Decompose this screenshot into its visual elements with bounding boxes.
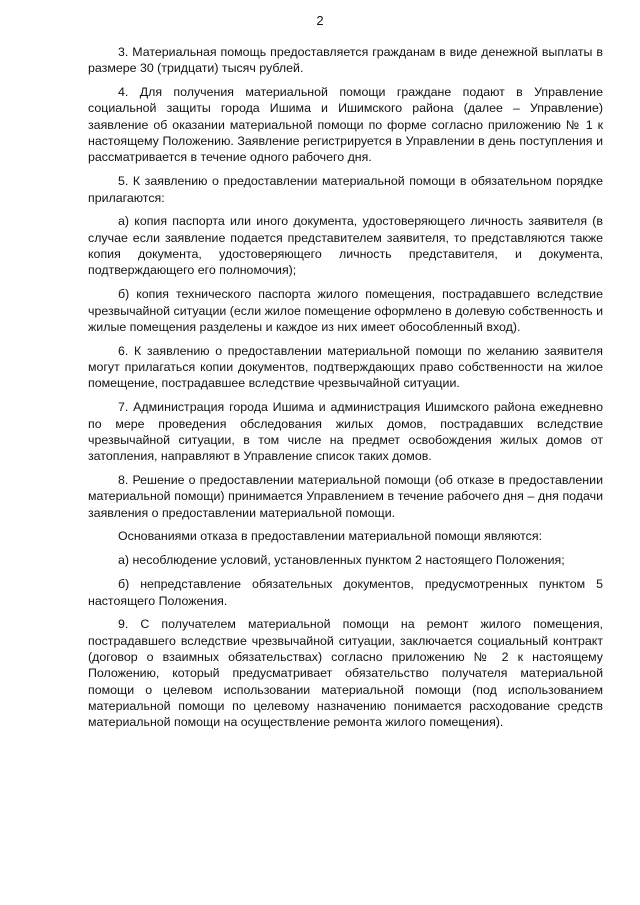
paragraph-5b: б) копия технического паспорта жилого помещения, пострадавшего вследствие чрезвычайной ситуации (если жилое помещение оформлено в долевую собственность и жилые помещения разделены и каждое из них имеет обособленный вход). <box>88 287 603 334</box>
document-body <box>88 44 603 738</box>
refusal-ground-a: а) несоблюдение условий, установленных пунктом 2 настоящего Положения; <box>118 553 565 568</box>
paragraph-9: 9. С получателем материальной помощи на ремонт жилого помещения, пострадавшего вследствие чрезвычайной ситуации, заключается социальный контракт (договор о взаимных обязательствах) согласно приложению № 2 к настоящему Положению, который предусматривает обязательство получателя материальной помощи о целевом использовании материальной помощи (под использованием материальной помощи по целевому назначению понимается расходование средств материальной помощи на осуществление ремонта жилого помещения). <box>88 617 603 730</box>
paragraph-5a: а) копия паспорта или иного документа, удостоверяющего личность заявителя (в случае если заявление подается представителем заявителя, то представляются также копия документа, удостоверяющего личность представителя, и документа, подтверждающего его полномочия); <box>88 214 603 278</box>
paragraph-6: 6. К заявлению о предоставлении материальной помощи по желанию заявителя могут прилагаться копии документов, подтверждающих право собственности на жилое помещение, пострадавшее вследствие чрезвычайной ситуации. <box>88 343 603 391</box>
paragraph-4: 4. Для получения материальной помощи граждане подают в Управление социальной защиты города Ишима и Ишимского района (далее – Управление) заявление об оказании материальной помощи по форме согласно приложению № 1 к настоящему Положению. Заявление регистрируется в Управлении в день поступления и рассматривается в течение одного рабочего дня. <box>88 85 603 165</box>
refusal-ground-b: б) непредставление обязательных документов, предусмотренных пунктом 5 настоящего Положения. <box>88 577 603 608</box>
refusal-grounds-intro: Основаниями отказа в предоставлении материальной помощи являются: <box>118 529 543 544</box>
paragraph-7: 7. Администрация города Ишима и администрация Ишимского района ежедневно по мере проведения обследования жилых домов, пострадавших вследствие чрезвычайной ситуации, в том числе на предмет освобождения жилых домов от затопления, направляют в Управление список таких домов. <box>88 400 603 464</box>
paragraph-8: 8. Решение о предоставлении материальной помощи (об отказе в предоставлении материальной помощи) принимается Управлением в течение рабочего дня – дня подачи заявления о предоставлении материальной помощи. <box>88 472 603 520</box>
page-number: 2 <box>316 13 324 28</box>
paragraph-3: 3. Материальная помощь предоставляется гражданам в виде денежной выплаты в размере 30 (тридцати) тысяч рублей. <box>88 45 603 76</box>
paragraph-5: 5. К заявлению о предоставлении материальной помощи в обязательном порядке прилагаются: <box>88 174 603 205</box>
